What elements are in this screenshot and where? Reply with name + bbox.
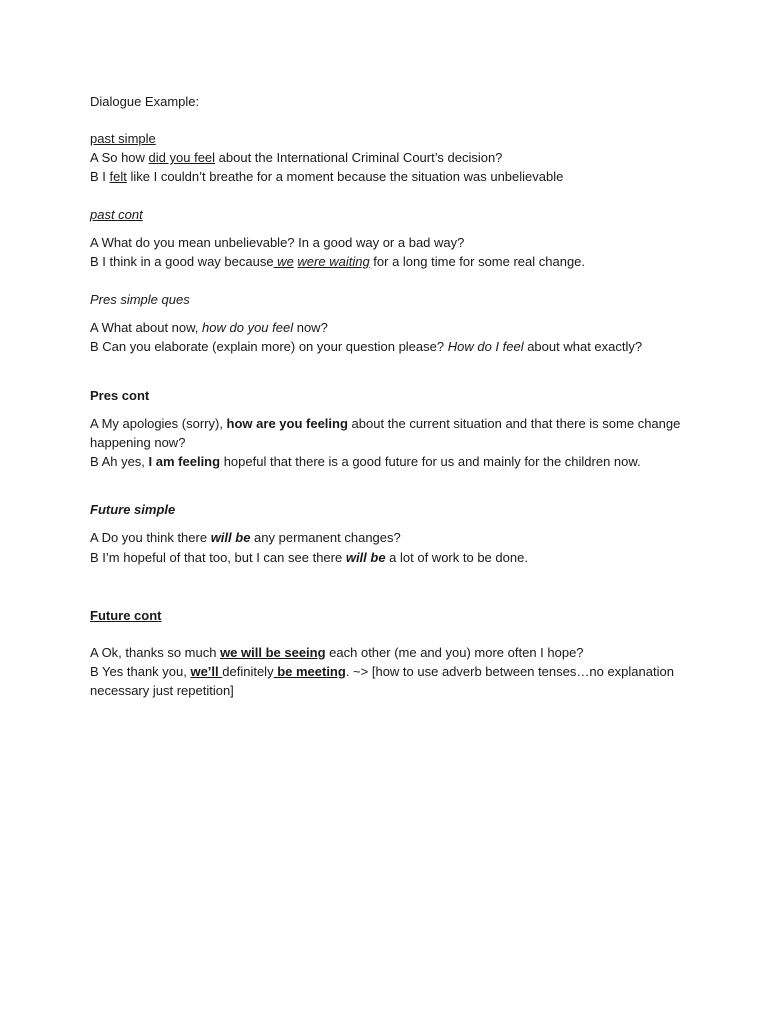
section-heading-past-simple: past simple — [90, 131, 156, 146]
dialogue-line-b: B I’m hopeful of that too, but I can see there will be a lot of work to be done. — [90, 550, 528, 565]
dialogue-line-a: A My apologies (sorry), how are you feeling about the current situation and that there is some change — [90, 416, 681, 431]
dialogue-line-b: B Yes thank you, we’ll definitely be meeting. ~> [how to use adverb between tenses…no explanation — [90, 664, 674, 679]
dialogue-line-a: A So how did you feel about the International Criminal Court’s decision? — [90, 150, 503, 165]
dialogue-line-b-continued: necessary just repetition] — [90, 683, 234, 698]
dialogue-line-b: B I think in a good way because we were waiting for a long time for some real change. — [90, 254, 586, 269]
dialogue-line-a: A What about now, how do you feel now? — [90, 320, 328, 335]
dialogue-line-a: A Do you think there will be any permanent changes? — [90, 530, 401, 545]
dialogue-line-b: B Ah yes, I am feeling hopeful that there is a good future for us and mainly for the children now. — [90, 454, 641, 469]
dialogue-line-b: B I felt like I couldn’t breathe for a moment because the situation was unbelievable — [90, 169, 564, 184]
dialogue-line-a: A Ok, thanks so much we will be seeing each other (me and you) more often I hope? — [90, 645, 584, 660]
dialogue-line-a: A What do you mean unbelievable? In a good way or a bad way? — [90, 235, 465, 250]
dialogue-line-b: B Can you elaborate (explain more) on your question please? How do I feel about what exactly? — [90, 339, 643, 354]
section-heading-past-cont: past cont — [90, 207, 143, 222]
section-heading-pres-simple-ques: Pres simple ques — [90, 292, 190, 307]
section-heading-future-cont: Future cont — [90, 608, 162, 623]
section-heading-future-simple: Future simple — [90, 502, 176, 517]
dialogue-line-a-continued: happening now? — [90, 435, 186, 450]
document-title: Dialogue Example: — [90, 94, 200, 109]
section-heading-pres-cont: Pres cont — [90, 388, 150, 403]
